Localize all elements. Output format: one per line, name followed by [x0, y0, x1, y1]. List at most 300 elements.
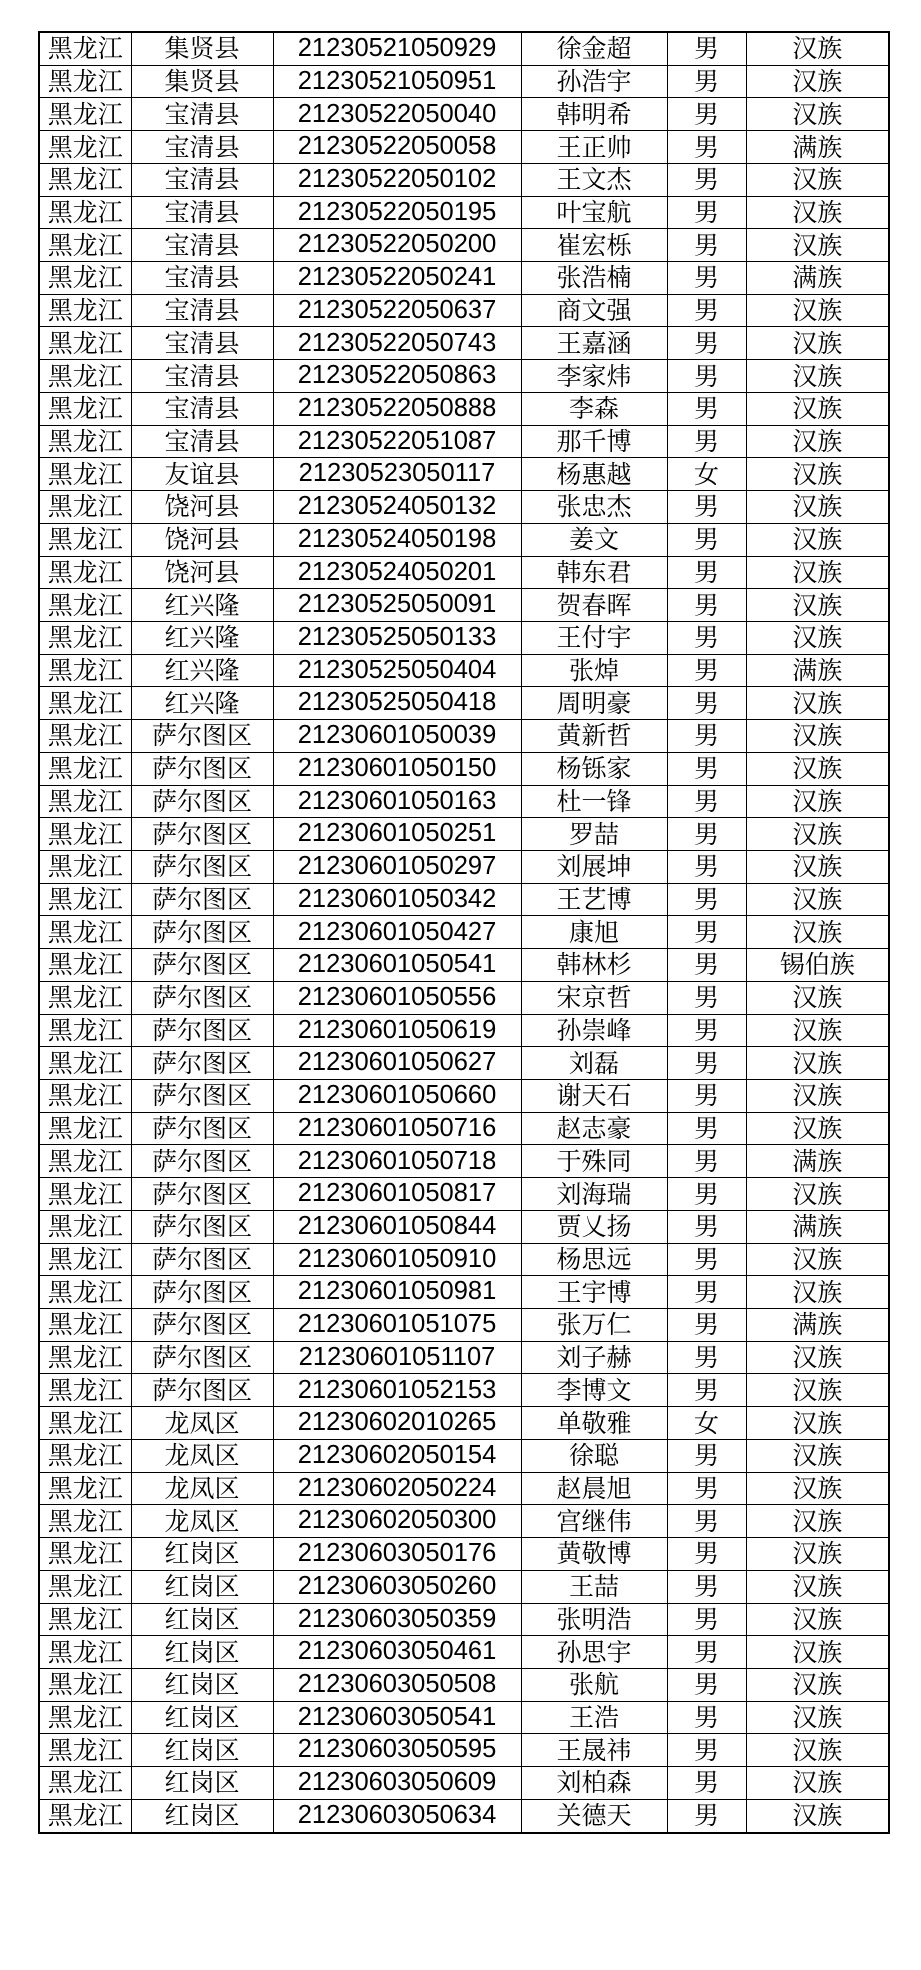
ethnicity-cell: 汉族 — [746, 1701, 889, 1734]
district-cell: 红岗区 — [131, 1799, 273, 1832]
registration-number-cell: 21230603050595 — [273, 1734, 521, 1767]
gender-cell: 男 — [667, 1243, 746, 1276]
district-cell: 龙凤区 — [131, 1407, 273, 1440]
district-cell: 宝清县 — [131, 131, 273, 164]
gender-cell: 男 — [667, 98, 746, 131]
district-cell: 集贤县 — [131, 32, 273, 65]
district-cell: 红岗区 — [131, 1734, 273, 1767]
ethnicity-cell: 汉族 — [746, 1668, 889, 1701]
gender-cell: 男 — [667, 163, 746, 196]
province-cell: 黑龙江 — [39, 1505, 131, 1538]
district-cell: 萨尔图区 — [131, 785, 273, 818]
ethnicity-cell: 汉族 — [746, 1407, 889, 1440]
table-row — [39, 1112, 889, 1145]
district-cell: 萨尔图区 — [131, 850, 273, 883]
province-cell: 黑龙江 — [39, 32, 131, 65]
registration-number-cell: 21230601050297 — [273, 850, 521, 883]
table-row — [39, 491, 889, 524]
name-cell: 杨铄家 — [521, 752, 667, 785]
name-cell: 韩东君 — [521, 556, 667, 589]
name-cell: 杜一锋 — [521, 785, 667, 818]
table-row — [39, 1047, 889, 1080]
gender-cell: 男 — [667, 1112, 746, 1145]
name-cell: 徐金超 — [521, 32, 667, 65]
gender-cell: 男 — [667, 491, 746, 524]
registration-number-cell: 21230601050150 — [273, 752, 521, 785]
gender-cell: 男 — [667, 1603, 746, 1636]
name-cell: 刘子赫 — [521, 1341, 667, 1374]
table-row — [39, 131, 889, 164]
name-cell: 孙崇峰 — [521, 1014, 667, 1047]
province-cell: 黑龙江 — [39, 523, 131, 556]
ethnicity-cell: 汉族 — [746, 229, 889, 262]
province-cell: 黑龙江 — [39, 1047, 131, 1080]
gender-cell: 男 — [667, 785, 746, 818]
district-cell: 宝清县 — [131, 229, 273, 262]
ethnicity-cell: 汉族 — [746, 327, 889, 360]
name-cell: 杨思远 — [521, 1243, 667, 1276]
name-cell: 王宇博 — [521, 1276, 667, 1309]
name-cell: 刘柏森 — [521, 1767, 667, 1800]
ethnicity-cell: 汉族 — [746, 1243, 889, 1276]
registration-number-cell: 21230601050718 — [273, 1145, 521, 1178]
province-cell: 黑龙江 — [39, 1538, 131, 1571]
district-cell: 红兴隆 — [131, 589, 273, 622]
table-row — [39, 32, 889, 65]
ethnicity-cell: 汉族 — [746, 65, 889, 98]
gender-cell: 男 — [667, 229, 746, 262]
registration-number-cell: 21230601051075 — [273, 1309, 521, 1342]
district-cell: 饶河县 — [131, 556, 273, 589]
province-cell: 黑龙江 — [39, 262, 131, 295]
district-cell: 宝清县 — [131, 425, 273, 458]
table-row — [39, 163, 889, 196]
gender-cell: 男 — [667, 1734, 746, 1767]
registration-number-cell: 21230601050163 — [273, 785, 521, 818]
gender-cell: 男 — [667, 752, 746, 785]
table-row — [39, 523, 889, 556]
ethnicity-cell: 汉族 — [746, 1276, 889, 1309]
district-cell: 宝清县 — [131, 392, 273, 425]
province-cell: 黑龙江 — [39, 1145, 131, 1178]
gender-cell: 男 — [667, 1799, 746, 1832]
district-cell: 萨尔图区 — [131, 1112, 273, 1145]
province-cell: 黑龙江 — [39, 1309, 131, 1342]
name-cell: 王嘉涵 — [521, 327, 667, 360]
gender-cell: 男 — [667, 1701, 746, 1734]
registration-number-cell: 21230601050844 — [273, 1210, 521, 1243]
gender-cell: 男 — [667, 1472, 746, 1505]
gender-cell: 女 — [667, 1407, 746, 1440]
registration-number-cell: 21230602050224 — [273, 1472, 521, 1505]
table-row — [39, 949, 889, 982]
district-cell: 萨尔图区 — [131, 1178, 273, 1211]
registration-number-cell: 21230601050910 — [273, 1243, 521, 1276]
ethnicity-cell: 汉族 — [746, 589, 889, 622]
district-cell: 龙凤区 — [131, 1505, 273, 1538]
ethnicity-cell: 汉族 — [746, 1538, 889, 1571]
name-cell: 刘展坤 — [521, 850, 667, 883]
province-cell: 黑龙江 — [39, 1799, 131, 1832]
name-cell: 杨惠越 — [521, 458, 667, 491]
ethnicity-cell: 汉族 — [746, 98, 889, 131]
registration-number-cell: 21230601050251 — [273, 818, 521, 851]
province-cell: 黑龙江 — [39, 1080, 131, 1113]
ethnicity-cell: 汉族 — [746, 1636, 889, 1669]
registration-number-cell: 21230522051087 — [273, 425, 521, 458]
gender-cell: 男 — [667, 556, 746, 589]
name-cell: 贺春晖 — [521, 589, 667, 622]
registration-number-cell: 21230525050418 — [273, 687, 521, 720]
name-cell: 韩林杉 — [521, 949, 667, 982]
district-cell: 宝清县 — [131, 262, 273, 295]
table-row — [39, 1374, 889, 1407]
registration-number-cell: 21230522050040 — [273, 98, 521, 131]
province-cell: 黑龙江 — [39, 916, 131, 949]
district-cell: 红岗区 — [131, 1570, 273, 1603]
ethnicity-cell: 汉族 — [746, 1799, 889, 1832]
district-cell: 萨尔图区 — [131, 1080, 273, 1113]
table-row — [39, 1210, 889, 1243]
table-row — [39, 720, 889, 753]
name-cell: 宫继伟 — [521, 1505, 667, 1538]
name-cell: 康旭 — [521, 916, 667, 949]
registration-number-cell: 21230603050461 — [273, 1636, 521, 1669]
gender-cell: 男 — [667, 1178, 746, 1211]
name-cell: 韩明希 — [521, 98, 667, 131]
ethnicity-cell: 汉族 — [746, 1374, 889, 1407]
registration-number-cell: 21230522050637 — [273, 294, 521, 327]
registration-number-cell: 21230603050634 — [273, 1799, 521, 1832]
gender-cell: 男 — [667, 32, 746, 65]
district-cell: 萨尔图区 — [131, 1243, 273, 1276]
table-row — [39, 458, 889, 491]
gender-cell: 男 — [667, 392, 746, 425]
province-cell: 黑龙江 — [39, 1178, 131, 1211]
ethnicity-cell: 汉族 — [746, 425, 889, 458]
ethnicity-cell: 汉族 — [746, 1734, 889, 1767]
gender-cell: 男 — [667, 1374, 746, 1407]
registration-number-cell: 21230601050342 — [273, 883, 521, 916]
province-cell: 黑龙江 — [39, 131, 131, 164]
registration-number-cell: 21230522050195 — [273, 196, 521, 229]
district-cell: 红兴隆 — [131, 621, 273, 654]
registration-number-cell: 21230601050427 — [273, 916, 521, 949]
province-cell: 黑龙江 — [39, 850, 131, 883]
province-cell: 黑龙江 — [39, 949, 131, 982]
district-cell: 宝清县 — [131, 360, 273, 393]
ethnicity-cell: 汉族 — [746, 196, 889, 229]
registration-number-cell: 21230522050863 — [273, 360, 521, 393]
name-cell: 贾乂扬 — [521, 1210, 667, 1243]
gender-cell: 女 — [667, 458, 746, 491]
ethnicity-cell: 汉族 — [746, 916, 889, 949]
name-cell: 刘磊 — [521, 1047, 667, 1080]
ethnicity-cell: 汉族 — [746, 1439, 889, 1472]
district-cell: 萨尔图区 — [131, 1210, 273, 1243]
ethnicity-cell: 汉族 — [746, 752, 889, 785]
district-cell: 萨尔图区 — [131, 883, 273, 916]
name-cell: 刘海瑞 — [521, 1178, 667, 1211]
registration-number-cell: 21230525050133 — [273, 621, 521, 654]
table-row — [39, 1799, 889, 1832]
ethnicity-cell: 汉族 — [746, 491, 889, 524]
province-cell: 黑龙江 — [39, 752, 131, 785]
ethnicity-cell: 汉族 — [746, 981, 889, 1014]
district-cell: 红岗区 — [131, 1767, 273, 1800]
province-cell: 黑龙江 — [39, 294, 131, 327]
table-row — [39, 425, 889, 458]
name-cell: 黄新哲 — [521, 720, 667, 753]
ethnicity-cell: 汉族 — [746, 785, 889, 818]
table-row — [39, 850, 889, 883]
district-cell: 宝清县 — [131, 98, 273, 131]
name-cell: 赵志豪 — [521, 1112, 667, 1145]
gender-cell: 男 — [667, 883, 746, 916]
ethnicity-cell: 汉族 — [746, 1570, 889, 1603]
table-row — [39, 1276, 889, 1309]
district-cell: 萨尔图区 — [131, 949, 273, 982]
ethnicity-cell: 汉族 — [746, 1112, 889, 1145]
ethnicity-cell: 汉族 — [746, 32, 889, 65]
gender-cell: 男 — [667, 621, 746, 654]
name-cell: 王晟祎 — [521, 1734, 667, 1767]
province-cell: 黑龙江 — [39, 981, 131, 1014]
gender-cell: 男 — [667, 1047, 746, 1080]
province-cell: 黑龙江 — [39, 1668, 131, 1701]
table-row — [39, 98, 889, 131]
gender-cell: 男 — [667, 1145, 746, 1178]
district-cell: 宝清县 — [131, 196, 273, 229]
table-row — [39, 654, 889, 687]
registration-number-cell: 21230525050091 — [273, 589, 521, 622]
district-cell: 红岗区 — [131, 1538, 273, 1571]
ethnicity-cell: 汉族 — [746, 523, 889, 556]
table-row — [39, 1570, 889, 1603]
registration-number-cell: 21230601052153 — [273, 1374, 521, 1407]
gender-cell: 男 — [667, 1439, 746, 1472]
registration-number-cell: 21230522050200 — [273, 229, 521, 262]
district-cell: 龙凤区 — [131, 1439, 273, 1472]
name-cell: 王付宇 — [521, 621, 667, 654]
ethnicity-cell: 满族 — [746, 1309, 889, 1342]
province-cell: 黑龙江 — [39, 229, 131, 262]
province-cell: 黑龙江 — [39, 621, 131, 654]
district-cell: 红岗区 — [131, 1636, 273, 1669]
province-cell: 黑龙江 — [39, 1407, 131, 1440]
name-cell: 孙思宇 — [521, 1636, 667, 1669]
table-row — [39, 1080, 889, 1113]
name-cell: 李森 — [521, 392, 667, 425]
ethnicity-cell: 汉族 — [746, 1178, 889, 1211]
district-cell: 萨尔图区 — [131, 1374, 273, 1407]
table-row — [39, 752, 889, 785]
table-row — [39, 360, 889, 393]
table-row — [39, 916, 889, 949]
ethnicity-cell: 汉族 — [746, 1341, 889, 1374]
ethnicity-cell: 汉族 — [746, 163, 889, 196]
ethnicity-cell: 满族 — [746, 1210, 889, 1243]
table-row — [39, 262, 889, 295]
province-cell: 黑龙江 — [39, 360, 131, 393]
name-cell: 李博文 — [521, 1374, 667, 1407]
registration-number-cell: 21230521050951 — [273, 65, 521, 98]
registration-number-cell: 21230602050300 — [273, 1505, 521, 1538]
name-cell: 张浩楠 — [521, 262, 667, 295]
province-cell: 黑龙江 — [39, 1767, 131, 1800]
name-cell: 张焯 — [521, 654, 667, 687]
province-cell: 黑龙江 — [39, 1734, 131, 1767]
name-cell: 孙浩宇 — [521, 65, 667, 98]
ethnicity-cell: 汉族 — [746, 720, 889, 753]
table-row — [39, 294, 889, 327]
gender-cell: 男 — [667, 360, 746, 393]
table-row — [39, 1603, 889, 1636]
registration-number-cell: 21230601050716 — [273, 1112, 521, 1145]
gender-cell: 男 — [667, 850, 746, 883]
table-row — [39, 981, 889, 1014]
registration-number-cell: 21230601051107 — [273, 1341, 521, 1374]
name-cell: 王艺博 — [521, 883, 667, 916]
district-cell: 萨尔图区 — [131, 818, 273, 851]
name-cell: 张航 — [521, 1668, 667, 1701]
ethnicity-cell: 汉族 — [746, 392, 889, 425]
table-row — [39, 1636, 889, 1669]
name-cell: 宋京哲 — [521, 981, 667, 1014]
gender-cell: 男 — [667, 1538, 746, 1571]
ethnicity-cell: 满族 — [746, 1145, 889, 1178]
district-cell: 饶河县 — [131, 491, 273, 524]
registration-number-cell: 21230601050817 — [273, 1178, 521, 1211]
registration-number-cell: 21230522050102 — [273, 163, 521, 196]
province-cell: 黑龙江 — [39, 818, 131, 851]
table-row — [39, 392, 889, 425]
name-cell: 王浩 — [521, 1701, 667, 1734]
gender-cell: 男 — [667, 262, 746, 295]
name-cell: 关德天 — [521, 1799, 667, 1832]
district-cell: 萨尔图区 — [131, 1014, 273, 1047]
registration-number-cell: 21230601050981 — [273, 1276, 521, 1309]
table-row — [39, 621, 889, 654]
registration-number-cell: 21230603050260 — [273, 1570, 521, 1603]
gender-cell: 男 — [667, 1767, 746, 1800]
registration-number-cell: 21230524050132 — [273, 491, 521, 524]
table-row — [39, 1243, 889, 1276]
province-cell: 黑龙江 — [39, 556, 131, 589]
table-row — [39, 1767, 889, 1800]
table-row — [39, 1014, 889, 1047]
name-cell: 周明豪 — [521, 687, 667, 720]
gender-cell: 男 — [667, 1505, 746, 1538]
district-cell: 红兴隆 — [131, 654, 273, 687]
province-cell: 黑龙江 — [39, 1112, 131, 1145]
province-cell: 黑龙江 — [39, 687, 131, 720]
ethnicity-cell: 满族 — [746, 654, 889, 687]
ethnicity-cell: 汉族 — [746, 818, 889, 851]
table-row — [39, 1407, 889, 1440]
name-cell: 姜文 — [521, 523, 667, 556]
district-cell: 萨尔图区 — [131, 752, 273, 785]
roster-table-body — [39, 32, 889, 1833]
ethnicity-cell: 汉族 — [746, 458, 889, 491]
gender-cell: 男 — [667, 196, 746, 229]
gender-cell: 男 — [667, 818, 746, 851]
roster-table — [38, 31, 890, 1834]
district-cell: 红岗区 — [131, 1603, 273, 1636]
gender-cell: 男 — [667, 589, 746, 622]
table-row — [39, 196, 889, 229]
ethnicity-cell: 汉族 — [746, 883, 889, 916]
ethnicity-cell: 汉族 — [746, 621, 889, 654]
gender-cell: 男 — [667, 131, 746, 164]
table-row — [39, 1178, 889, 1211]
table-row — [39, 229, 889, 262]
gender-cell: 男 — [667, 523, 746, 556]
name-cell: 赵晨旭 — [521, 1472, 667, 1505]
registration-number-cell: 21230521050929 — [273, 32, 521, 65]
registration-number-cell: 21230522050241 — [273, 262, 521, 295]
ethnicity-cell: 汉族 — [746, 1472, 889, 1505]
gender-cell: 男 — [667, 654, 746, 687]
registration-number-cell: 21230524050201 — [273, 556, 521, 589]
registration-number-cell: 21230601050619 — [273, 1014, 521, 1047]
ethnicity-cell: 汉族 — [746, 1014, 889, 1047]
name-cell: 李家炜 — [521, 360, 667, 393]
name-cell: 王喆 — [521, 1570, 667, 1603]
ethnicity-cell: 汉族 — [746, 1505, 889, 1538]
registration-number-cell: 21230603050609 — [273, 1767, 521, 1800]
table-row — [39, 687, 889, 720]
ethnicity-cell: 汉族 — [746, 1047, 889, 1080]
gender-cell: 男 — [667, 1210, 746, 1243]
registration-number-cell: 21230602010265 — [273, 1407, 521, 1440]
table-row — [39, 556, 889, 589]
registration-number-cell: 21230603050541 — [273, 1701, 521, 1734]
district-cell: 萨尔图区 — [131, 1145, 273, 1178]
ethnicity-cell: 汉族 — [746, 1767, 889, 1800]
name-cell: 单敬雅 — [521, 1407, 667, 1440]
province-cell: 黑龙江 — [39, 1570, 131, 1603]
name-cell: 崔宏栎 — [521, 229, 667, 262]
table-row — [39, 589, 889, 622]
district-cell: 萨尔图区 — [131, 720, 273, 753]
gender-cell: 男 — [667, 1341, 746, 1374]
gender-cell: 男 — [667, 327, 746, 360]
district-cell: 龙凤区 — [131, 1472, 273, 1505]
gender-cell: 男 — [667, 1276, 746, 1309]
gender-cell: 男 — [667, 425, 746, 458]
name-cell: 罗喆 — [521, 818, 667, 851]
district-cell: 萨尔图区 — [131, 1341, 273, 1374]
district-cell: 宝清县 — [131, 294, 273, 327]
gender-cell: 男 — [667, 1636, 746, 1669]
gender-cell: 男 — [667, 65, 746, 98]
gender-cell: 男 — [667, 1309, 746, 1342]
name-cell: 王文杰 — [521, 163, 667, 196]
registration-number-cell: 21230601050627 — [273, 1047, 521, 1080]
province-cell: 黑龙江 — [39, 1374, 131, 1407]
district-cell: 饶河县 — [131, 523, 273, 556]
province-cell: 黑龙江 — [39, 1472, 131, 1505]
ethnicity-cell: 满族 — [746, 131, 889, 164]
province-cell: 黑龙江 — [39, 491, 131, 524]
table-row — [39, 1538, 889, 1571]
ethnicity-cell: 汉族 — [746, 687, 889, 720]
registration-number-cell: 21230602050154 — [273, 1439, 521, 1472]
gender-cell: 男 — [667, 949, 746, 982]
gender-cell: 男 — [667, 720, 746, 753]
district-cell: 萨尔图区 — [131, 916, 273, 949]
